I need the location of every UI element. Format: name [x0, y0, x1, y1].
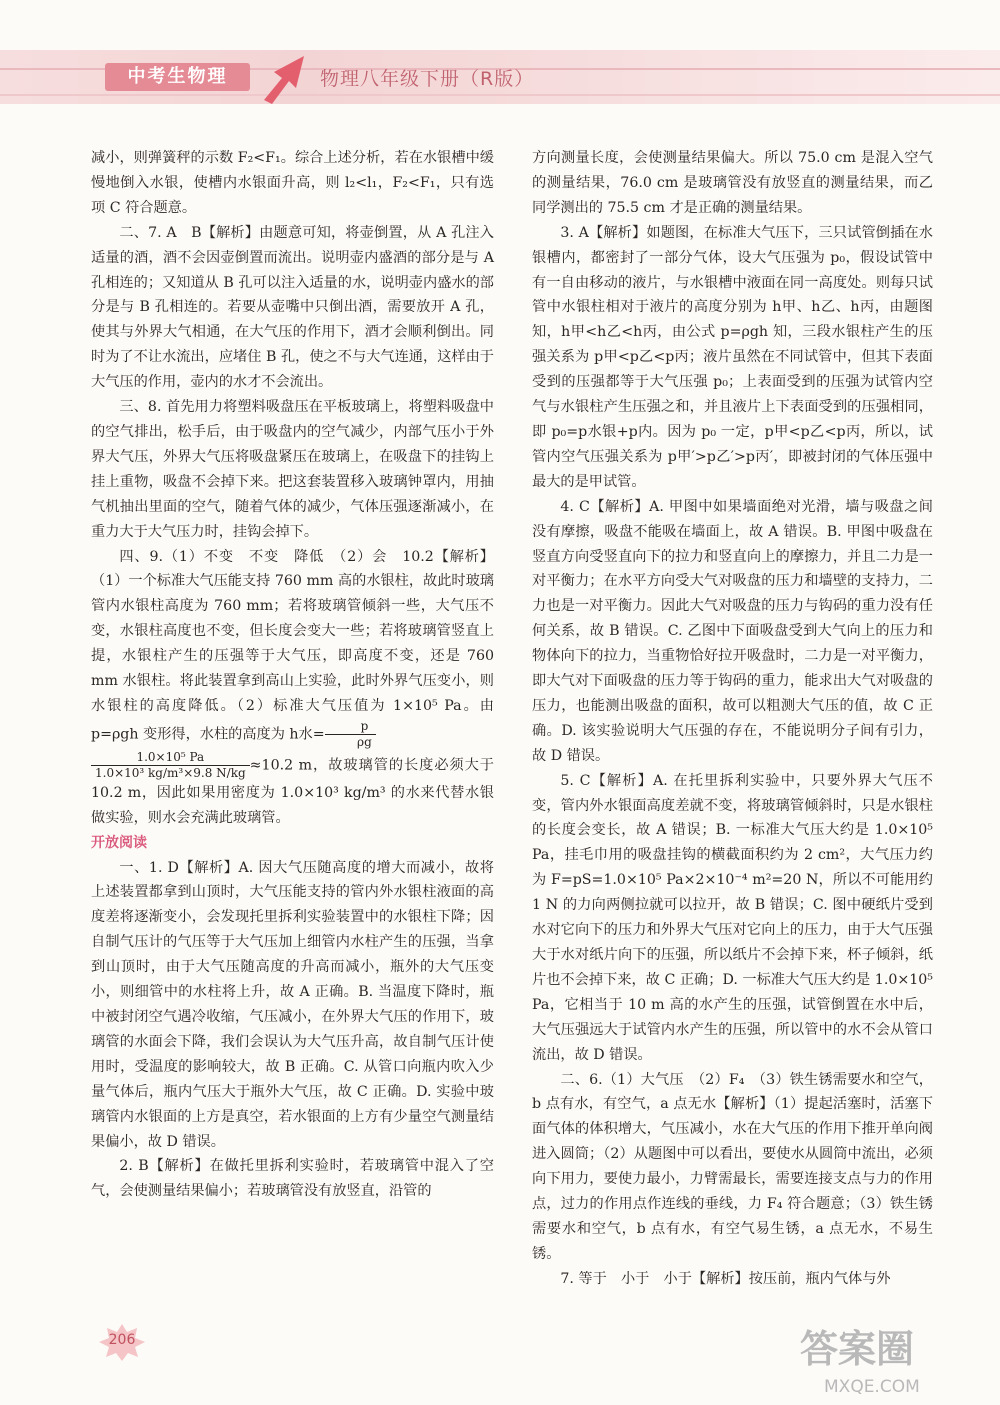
paragraph: 4. C【解析】A. 甲图中如果墙面绝对光滑，墙与吸盘之间没有摩擦，吸盘不能吸在墙面上，故 A 错误。B. 甲图中吸盘在竖直方向受竖直向下的拉力和竖直向上的摩擦力，并且二力是一对平衡力；在水平方向受大气对吸盘的压力和墙壁的支持力，二力也是一对平衡力。因此大气对吸盘的压力与钩码的重力没有任何关系，故 B 错误。C. 乙图中下面吸盘受到大气向上的压力和物体向下的拉力，当重物恰好拉开吸盘时，二力是一对平衡力，即大气对下面吸盘的压力等于钩码的重力，能求出大气对吸盘的压力，也能测出吸盘的面积，故可以粗测大气压的值，故 C 正确。D. 该实验说明大气压强的存在，不能说明分子间有引力，故 D 错误。 [532, 498, 933, 764]
formula-fraction [325, 719, 376, 750]
paragraph: 三、8. 首先用力将塑料吸盘压在平板玻璃上，将塑料吸盘中的空气排出，松手后，由于吸盘内的空气减少，内部气压小于外界大气压，外界大气压将吸盘紧压在玻璃上，在吸盘下的挂钩上挂上重物，吸盘不会掉下来。把这套装置移入玻璃钟罩内，用抽气机抽出里面的空气，随着气体的减少，气体压强逐渐减小，在重力大于大气压力时，挂钩会掉下。 [91, 399, 494, 540]
watermark-url: MXQE.COM [824, 1377, 920, 1397]
section-heading: 开放阅读 [91, 834, 147, 851]
fraction-denominator: 1.0×10³ kg/m³×9.8 N/kg [95, 765, 246, 780]
header-stripe [0, 94, 1000, 96]
fraction-numerator: 1.0×10⁵ Pa [91, 750, 250, 766]
arrow-icon [258, 50, 318, 106]
paragraph: 一、1. D【解析】A. 因大气压随高度的增大而减小，故将上述装置都拿到山顶时，大气压能支持的管内外水银柱液面的高度差将逐渐变小，会发现托里拆利实验装置中的水银柱下降；因自制气压计的气压等于大气压加上细管内水柱产生的压强，当拿到山顶时，由于大气压随高度的升高而减小，瓶外的大气压变小，则细管中的水柱将上升，故 A 正确。B. 当温度下降时，瓶中被封闭空气遇冷收缩，气压减小，在外界大气压的作用下，玻璃管的水面会下降，我们会误认为大气压升高，故自制气压计使用时，受温度的影响较大，故 B 正确。C. 从管口向瓶内吹入少量气体后，瓶内气压大于瓶外大气压，故 C 正确。D. 实验中玻璃管内水银面的上方是真空，若水银面的上方有少量空气测量结果偏小，故 D 错误。 [91, 859, 494, 1150]
series-brand: 中考生物理 [105, 63, 250, 91]
right-column [532, 146, 933, 1292]
page-header [0, 50, 1000, 104]
paragraph: 方向测量长度，会使测量结果偏大。所以 75.0 cm 是混入空气的测量结果，76.0 cm 是玻璃管没有放竖直的测量结果，而乙同学测出的 75.5 cm 才是正确的测量结果。 [532, 150, 933, 216]
paragraph-text: 四、9.（1）不变 不变 降低 （2）会 10.2【解析】（1）一个标准大气压能支持 760 mm 高的水银柱，故此时玻璃管内水银柱高度为 760 mm；若将玻璃管倾斜一些，大气压不变，水银柱高度也不变，但长度会变大一些；若将玻璃管竖直上提，水银柱产生的压强等于大气压，即高度不变，还是 760 mm 水银柱。将此装置拿到高山上实验，此时外界气压变小，则水银柱的高度降低。（2）标准大气压值为 1×10⁵ Pa。由 p=ρgh 变形得，水柱的高度为 h水= [91, 548, 494, 743]
paragraph: 二、6.（1）大气压 （2）F₄ （3）铁生锈需要水和空气，b 点有水，有空气，a 点无水【解析】（1）提起活塞时，活塞下面气体的体积增大，气压减小，水在大气压的作用下推开单向阀进入圆筒；（2）从题图中可以看出，要使水从圆筒中流出，必须向下用力，要使力最小，力臂需最长，需要连接支点与力的作用点，过力的作用点作连线的垂线，力 F₄ 符合题意；（3）铁生锈需要水和空气，b 点有水，有空气易生锈，a 点无水，不易生锈。 [532, 1071, 933, 1262]
watermark-logo [790, 1320, 970, 1400]
paragraph-text: ≈10.2 m，故玻璃管的长度必须大于 10.2 m，因此如果用密度为 1.0×10³ kg/m³ 的水来代替水银做实验，则水会充满此玻璃管。 [91, 757, 494, 826]
fraction-denominator: ρg [357, 734, 372, 749]
left-column [91, 146, 494, 1204]
paragraph: 3. A【解析】如题图，在标准大气压下，三只试管倒插在水银槽内，都密封了一部分气体，设大气压强为 p₀，假设试管中有一自由移动的液片，与水银槽中液面在同一高度处。则每只试管中水银柱相对于液片的高度分别为 h甲、h乙、h丙，由题图知，h甲<h乙<h丙，由公式 p=ρgh 知，三段水银柱产生的压强关系为 p甲<p乙<p丙；液片虽然在不同试管中，但其下表面受到的压强都等于大气压强 p₀；上表面受到的压强为试管内空气与水银柱产生压强之和，并且液片上下表面受到的压强相同，即 p₀=p水银+p内。因为 p₀ 一定，p甲<p乙<p丙，所以，试管内空气压强关系为 p甲′>p乙′>p丙′，即被封闭的气体压强中最大的是甲试管。 [532, 224, 933, 490]
paragraph: 7. 等于 小于 小于【解析】按压前，瓶内气体与外 [560, 1270, 891, 1287]
paragraph: 2. B【解析】在做托里拆利实验时，若玻璃管中混入了空气，会使测量结果偏小；若玻璃管没有放竖直，沿管的 [91, 1158, 494, 1200]
fraction-numerator: p [325, 719, 376, 735]
paragraph: 二、7. A B【解析】由题意可知，将壶倒置，从 A 孔注入适量的酒，酒不会因壶倒置而流出。说明壶内盛酒的部分是与 A 孔相连的；又知道从 B 孔可以注入适量的水，说明壶内盛水的部分是与 B 孔相连的。若要从壶嘴中只倒出酒，需要放开 A 孔，使其与外界大气相通，在大气压的作用下，酒才会顺利倒出。同时为了不让水流出，应堵住 B 孔，使之不与大气连通，这样由于大气压的作用，壶内的水才不会流出。 [91, 224, 494, 391]
formula-fraction [91, 750, 250, 781]
paragraph [91, 545, 494, 750]
watermark-text: 答案圈 [800, 1327, 915, 1371]
paragraph [91, 750, 494, 831]
page-number: 206 [108, 1332, 136, 1348]
paragraph: 5. C【解析】A. 在托里拆利实验中，只要外界大气压不变，管内外水银面高度差就不变，将玻璃管倾斜时，只是水银柱的长度会变长，故 A 错误；B. 一标准大气压大约是 1.0×10⁵ Pa，挂毛巾用的吸盘挂钩的横截面积约为 2 cm²，大气压力约为 F=pS=1.0×10⁵ Pa×2×10⁻⁴ m²=20 N，所以不可能用约 1 N 的力向两侧拉就可以拉开，故 B 错误；C. 图中硬纸片受到水对它向下的压力和外界大气压对它向上的压力，由于大气压强大于水对纸片向下的压强，所以纸片不会掉下来，杯子倾斜，纸片也不会掉下来，故 C 正确；D. 一标准大气压大约是 1.0×10⁵ Pa，它相当于 10 m 高的水产生的压强，试管倒置在水中后，大气压强远大于试管内水产生的压强，所以管中的水不会从管口流出，故 D 错误。 [532, 772, 933, 1063]
paragraph: 减小，则弹簧秤的示数 F₂<F₁。综合上述分析，若在水银槽中缓慢地倒入水银，使槽内水银面升高，则 l₂<l₁，F₂<F₁，只有选项 C 符合题意。 [91, 150, 494, 216]
book-title: 物理八年级下册（R版） [320, 68, 535, 90]
